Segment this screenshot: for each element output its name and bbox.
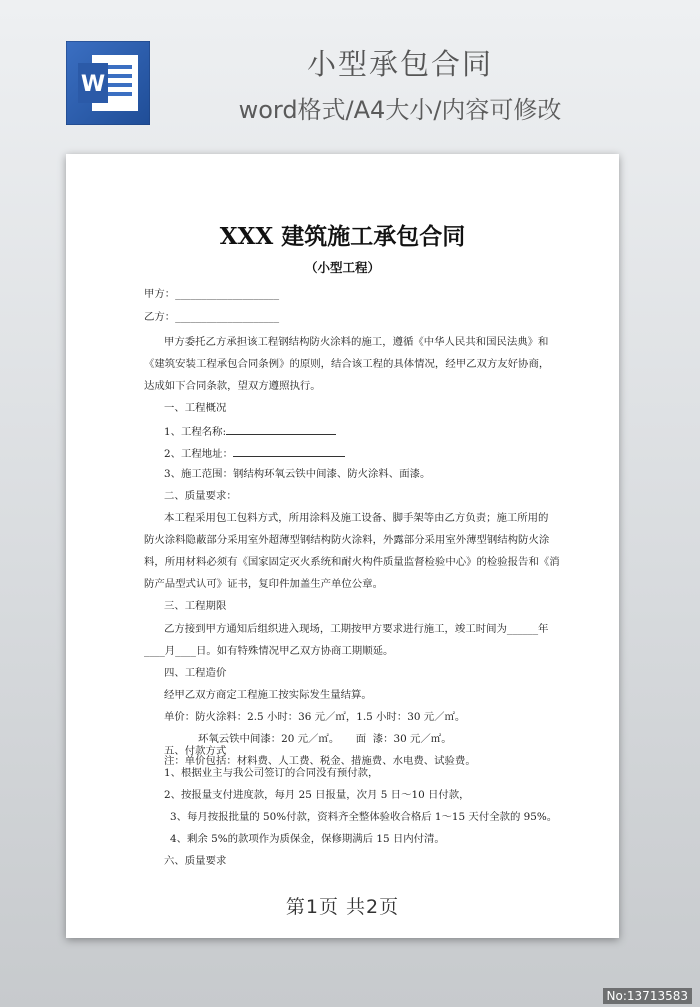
unit-price-line: 环氧云铁中间漆：20 元／㎡。 面 漆：30 元／㎡。 xyxy=(198,733,452,745)
schedule-line: ____月____日。如有特殊情况甲乙双方协商工期顺延。 xyxy=(144,645,394,657)
quality-line: 料，所用材料必须有《国家固定灭火系统和耐火构件质量监督检验中心》的检验报告和《消 xyxy=(144,556,560,568)
header-title: 小型承包合同 xyxy=(306,47,493,81)
scope-line: 3、施工范围：钢结构环氧云铁中间漆、防火涂料、面漆。 xyxy=(164,468,431,480)
intro-line: 达成如下合同条款，望双方遵照执行。 xyxy=(144,380,321,392)
image-id-label: No:13713583 xyxy=(603,988,692,1004)
document-subtitle: （小型工程） xyxy=(304,260,380,275)
project-name-label: 1、工程名称: xyxy=(164,426,227,438)
section-heading: 一、工程概况 xyxy=(164,402,227,414)
payment-item: 2、按报量支付进度款，每月 25 日报量，次月 5 日～10 日付款， xyxy=(164,789,470,801)
project-name-blank xyxy=(226,423,336,435)
quality-line: 防产品型式认可》证书，复印件加盖生产单位公章。 xyxy=(144,578,383,590)
section-heading: 二、质量要求： xyxy=(164,490,237,502)
price-note-line: 注：单价包括：材料费、人工费、税金、措施费、水电费、试验费。 xyxy=(164,755,476,767)
schedule-line: 乙方接到甲方通知后组织进入现场，工期按甲方要求进行施工，竣工时间为______年 xyxy=(164,623,549,635)
header-subtitle: word格式/A4大小/内容可修改 xyxy=(238,96,562,124)
party-a-line: 甲方：____________________ xyxy=(144,288,280,300)
document-title: XXX 建筑施工承包合同 xyxy=(219,223,466,250)
quality-line: 防火涂料隐蔽部分采用室外超薄型钢结构防火涂料，外露部分采用室外薄型钢结构防火涂 xyxy=(144,534,550,546)
intro-line: 《建筑安装工程承包合同条例》的原则，结合该工程的具体情况，经甲乙双方友好协商， xyxy=(144,358,550,370)
section-heading: 三、工程期限 xyxy=(164,600,227,612)
project-address-label: 2、工程地址： xyxy=(164,448,233,460)
cost-line: 经甲乙双方商定工程施工按实际发生量结算。 xyxy=(164,689,372,701)
project-name-row xyxy=(164,423,336,439)
payment-item: 3、每月按报批量的 50%付款，资料齐全整体验收合格后 1～15 天付全款的 95%。 xyxy=(170,811,558,823)
word-icon-letter: W xyxy=(80,72,106,97)
section-heading: 五、付款方式 xyxy=(164,745,227,757)
payment-item: 4、剩余 5%的款项作为质保金，保修期满后 15 日内付清。 xyxy=(170,833,445,845)
page-footer: 第1页 共2页 xyxy=(285,896,400,918)
party-b-line: 乙方：____________________ xyxy=(144,311,280,323)
document-page xyxy=(66,154,619,938)
project-address-row xyxy=(164,445,345,461)
project-address-blank xyxy=(233,445,345,457)
unit-price-line: 单价：防火涂料：2.5 小时：36 元／㎡，1.5 小时：30 元／㎡。 xyxy=(164,711,466,723)
section-heading: 四、工程造价 xyxy=(164,667,227,679)
intro-line: 甲方委托乙方承担该工程钢结构防火涂料的施工，遵循《中华人民共和国民法典》和 xyxy=(164,336,549,348)
section-heading: 六、质量要求 xyxy=(164,855,227,867)
quality-line: 本工程采用包工包料方式，所用涂料及施工设备、脚手架等由乙方负责；施工所用的 xyxy=(164,512,549,524)
payment-item: 1、根据业主与我公司签订的合同没有预付款， xyxy=(164,767,379,779)
word-document-icon xyxy=(66,41,150,125)
